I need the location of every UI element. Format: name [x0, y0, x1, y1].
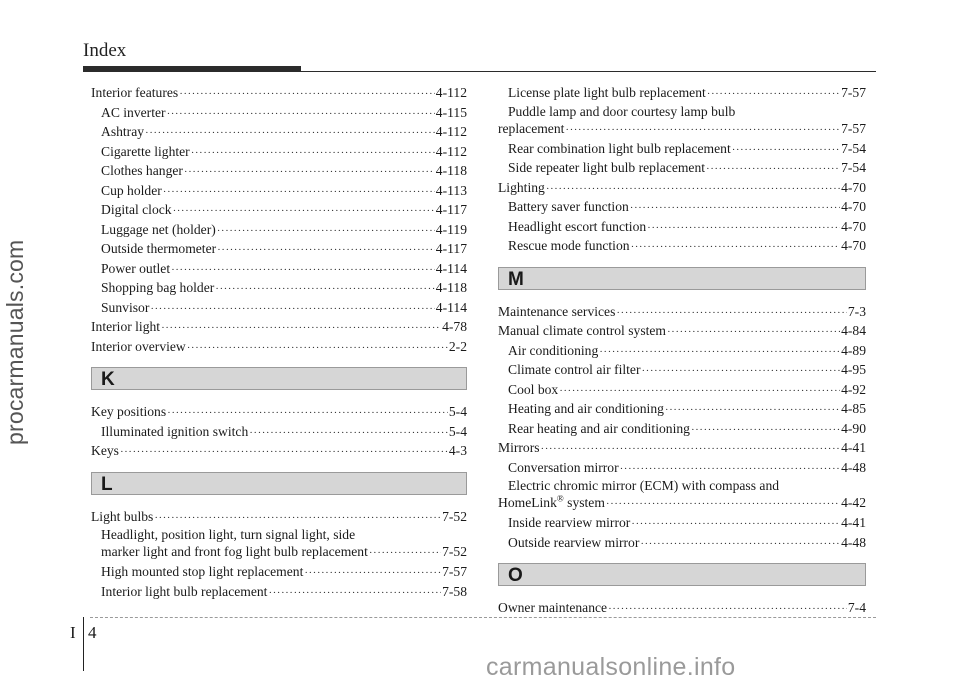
index-entry[interactable]: [498, 302, 866, 322]
entry-label: Conversation mirror: [508, 459, 619, 475]
entry-page: 4-95: [841, 362, 866, 377]
entry-page: 2-2: [448, 338, 467, 354]
footer-section-letter: I: [70, 623, 76, 642]
leader-dots: [150, 300, 434, 320]
leader-dots: [249, 424, 448, 444]
index-entry-light-bulbs[interactable]: [91, 507, 467, 527]
entry-label: Outside rearview mirror: [508, 534, 640, 550]
entry-page: 4-113: [435, 182, 467, 198]
k-entries: [91, 402, 467, 461]
entry-label-line2: replacement: [498, 120, 565, 136]
leader-dots: [606, 496, 840, 513]
leader-dots: [647, 219, 840, 239]
index-entry[interactable]: [91, 298, 467, 318]
entry-label: Interior overview: [91, 338, 186, 354]
entry-page: 4-84: [841, 323, 866, 338]
entry-label: Rear heating and air conditioning: [508, 420, 690, 436]
entry-page: 7-54: [841, 140, 866, 156]
leader-dots: [217, 241, 435, 261]
entry-label: Shopping bag holder: [101, 280, 215, 295]
leader-dots: [217, 222, 435, 242]
index-entry[interactable]: [91, 161, 467, 181]
index-entry[interactable]: [91, 317, 467, 337]
entry-label: Luggage net (holder): [101, 221, 216, 237]
leader-dots: [163, 183, 435, 203]
entry-label: Heating and air conditioning: [508, 401, 664, 416]
entry-label: Air conditioning: [508, 342, 599, 358]
entry-label: License plate light bulb replacement: [508, 85, 706, 100]
entry-page: 4-92: [841, 381, 866, 397]
entry-page: 4-70: [841, 179, 866, 195]
index-entry[interactable]: [498, 139, 866, 159]
leader-dots: [179, 85, 435, 105]
index-entry[interactable]: [91, 122, 467, 142]
index-entry[interactable]: [91, 402, 467, 422]
leader-dots: [191, 144, 435, 164]
index-entry[interactable]: [91, 562, 467, 582]
index-entry[interactable]: [498, 380, 866, 400]
leader-dots: [565, 122, 840, 139]
leader-dots: [184, 163, 435, 183]
entry-page: 4-117: [435, 202, 467, 217]
entry-page: 4-48: [841, 459, 866, 475]
index-entry[interactable]: [91, 103, 467, 123]
entry-label: Keys: [91, 443, 119, 458]
entry-label: Outside thermometer: [101, 241, 217, 256]
leader-dots: [187, 339, 448, 359]
index-entry[interactable]: [91, 181, 467, 201]
leader-dots: [706, 160, 840, 180]
entry-page: 4-70: [841, 199, 866, 214]
index-entry[interactable]: [498, 360, 866, 380]
entry-label: Clothes hanger: [101, 163, 183, 178]
index-entry[interactable]: [498, 158, 866, 178]
entry-page: 4-48: [841, 534, 866, 550]
entry-page: 4-112: [435, 143, 467, 159]
leader-dots: [667, 323, 840, 343]
index-entry-puddle-lamp[interactable]: [498, 103, 866, 139]
leader-dots: [631, 515, 840, 535]
watermark-left: procarmanuals.com: [2, 239, 28, 445]
entry-label: Lighting: [498, 179, 545, 195]
index-entry[interactable]: [91, 142, 467, 162]
entry-page: 4-89: [841, 342, 866, 358]
entry-page: 5-4: [448, 423, 467, 439]
index-entry[interactable]: [498, 217, 866, 237]
entry-label: Manual climate control system: [498, 323, 666, 338]
entry-page: 4-70: [841, 218, 866, 234]
header-rule-thin: [83, 71, 876, 72]
index-entry[interactable]: [498, 458, 866, 478]
section-header-o: O: [498, 563, 866, 586]
index-entry[interactable]: [498, 419, 866, 439]
index-entry[interactable]: [91, 582, 467, 602]
entry-label: Key positions: [91, 404, 167, 419]
interior-entries: [91, 83, 467, 356]
entry-label-line1: Headlight, position light, turn signal light, side: [101, 527, 356, 542]
entry-label: Headlight escort function: [508, 218, 647, 234]
entry-label: Rear combination light bulb replacement: [508, 140, 731, 156]
index-entry-headlight-bulbs[interactable]: [91, 526, 467, 562]
entry-page: 4-85: [841, 401, 866, 416]
entry-page: 4-114: [435, 299, 467, 315]
entry-page: 4-118: [435, 163, 467, 178]
entry-label-line2: marker light and front fog light bulb replacement: [101, 544, 368, 559]
leader-dots: [369, 545, 441, 562]
entry-label: Rescue mode function: [508, 238, 630, 253]
index-entry[interactable]: [498, 533, 866, 553]
leader-dots: [642, 362, 841, 382]
entry-page: 7-3: [847, 303, 866, 319]
entry-label: AC inverter: [101, 104, 166, 120]
m-entries-a: [498, 302, 866, 478]
entry-page: 4-3: [448, 443, 467, 458]
entry-label: Cool box: [508, 381, 559, 397]
entry-page: 4-119: [435, 221, 467, 237]
entry-label: Sunvisor: [101, 299, 150, 315]
leader-dots: [640, 535, 840, 555]
entry-page: 4-90: [841, 420, 866, 436]
l-entries: [91, 562, 467, 601]
index-entry[interactable]: [498, 178, 866, 198]
entry-page: 4-78: [442, 319, 467, 334]
entry-label: Ashtray: [101, 124, 145, 139]
entry-label-line1: Puddle lamp and door courtesy lamp bulb: [508, 103, 736, 119]
index-entry[interactable]: [91, 220, 467, 240]
entry-page: 7-4: [847, 600, 866, 615]
entry-label: Interior light: [91, 319, 161, 334]
section-header-l: L: [91, 472, 467, 495]
leader-dots: [161, 319, 441, 339]
entry-page: 5-4: [448, 404, 467, 419]
leader-dots: [630, 199, 840, 219]
entry-page: 4-115: [435, 104, 467, 120]
leader-dots: [268, 584, 441, 604]
index-entry[interactable]: [498, 598, 866, 618]
entry-label: Mirrors: [498, 440, 540, 455]
index-column-left: [91, 83, 467, 601]
entry-label: Cup holder: [101, 182, 162, 198]
entry-label-line2: HomeLink® system: [498, 493, 605, 510]
entry-page: 4-117: [435, 241, 467, 256]
index-entry[interactable]: [498, 197, 866, 217]
entry-page: 4-114: [435, 260, 467, 276]
entry-page: 4-118: [435, 280, 467, 295]
index-entry[interactable]: [498, 236, 866, 256]
entry-page: 4-42: [841, 495, 866, 510]
index-entry[interactable]: [91, 200, 467, 220]
entry-page: 7-57: [442, 564, 467, 579]
entry-label: Side repeater light bulb replacement: [508, 160, 706, 175]
index-entry[interactable]: [498, 83, 866, 103]
entry-page: 7-52: [442, 544, 467, 559]
footer-dashed-rule: [90, 617, 876, 618]
section-header-m: M: [498, 267, 866, 290]
m-entries-b: [498, 513, 866, 552]
leader-dots: [691, 421, 840, 441]
entry-label: Owner maintenance: [498, 600, 608, 615]
section-header-k: K: [91, 367, 467, 390]
entry-label: Power outlet: [101, 260, 171, 276]
leader-dots: [167, 105, 435, 125]
footer-page-number: 4: [88, 623, 97, 642]
leader-dots: [732, 141, 840, 161]
o-entries: [498, 598, 866, 618]
index-entry[interactable]: [91, 441, 467, 461]
leader-dots: [120, 443, 448, 463]
entry-label: Cigarette lighter: [101, 143, 190, 159]
entry-label: Interior light bulb replacement: [101, 583, 268, 599]
l-continued-entries: [498, 83, 866, 103]
index-entry[interactable]: [91, 239, 467, 259]
header-title: Index: [83, 40, 127, 61]
entry-label: Inside rearview mirror: [508, 515, 631, 530]
entry-label: Climate control air filter: [508, 362, 641, 377]
leader-dots: [631, 238, 841, 258]
entry-page: 7-54: [841, 160, 866, 175]
index-entry[interactable]: [498, 341, 866, 361]
entry-label: Light bulbs: [91, 508, 154, 524]
index-entry[interactable]: [91, 259, 467, 279]
index-entry[interactable]: [498, 321, 866, 341]
leader-dots: [215, 280, 435, 300]
entry-label: Battery saver function: [508, 199, 629, 214]
index-entry[interactable]: [91, 337, 467, 357]
index-entry[interactable]: [498, 438, 866, 458]
entry-label: Illuminated ignition switch: [101, 423, 249, 439]
watermark-bottom: carmanualsonline.info: [486, 653, 736, 681]
leader-dots: [707, 85, 840, 105]
entry-label: Maintenance services: [498, 303, 616, 319]
index-entry[interactable]: [498, 399, 866, 419]
index-column-right: [498, 83, 866, 618]
index-entry[interactable]: [91, 422, 467, 442]
footer-tick: [83, 617, 84, 671]
entry-label: Digital clock: [101, 202, 172, 217]
entry-label-line1: Electric chromic mirror (ECM) with compass and: [508, 478, 780, 493]
index-entry[interactable]: [91, 83, 467, 103]
entry-page: 4-41: [841, 515, 866, 530]
leader-dots: [665, 401, 840, 421]
leader-dots: [304, 564, 441, 584]
index-entry[interactable]: [91, 278, 467, 298]
entry-page: 4-41: [841, 440, 866, 455]
entry-page: 4-112: [435, 124, 467, 139]
index-entry-ecm-mirror[interactable]: [498, 477, 866, 513]
entry-page: 7-58: [442, 583, 467, 599]
entry-label: High mounted stop light replacement: [101, 564, 304, 579]
entry-page: 4-112: [435, 85, 467, 100]
entry-label: Interior features: [91, 85, 179, 100]
index-entry[interactable]: [498, 513, 866, 533]
l-continued-entries-2: [498, 139, 866, 256]
entry-page: 7-52: [442, 508, 467, 524]
entry-page: 7-57: [841, 120, 866, 136]
entry-page: 7-57: [841, 85, 866, 100]
entry-page: 4-70: [841, 238, 866, 253]
registered-mark: ®: [556, 493, 564, 504]
